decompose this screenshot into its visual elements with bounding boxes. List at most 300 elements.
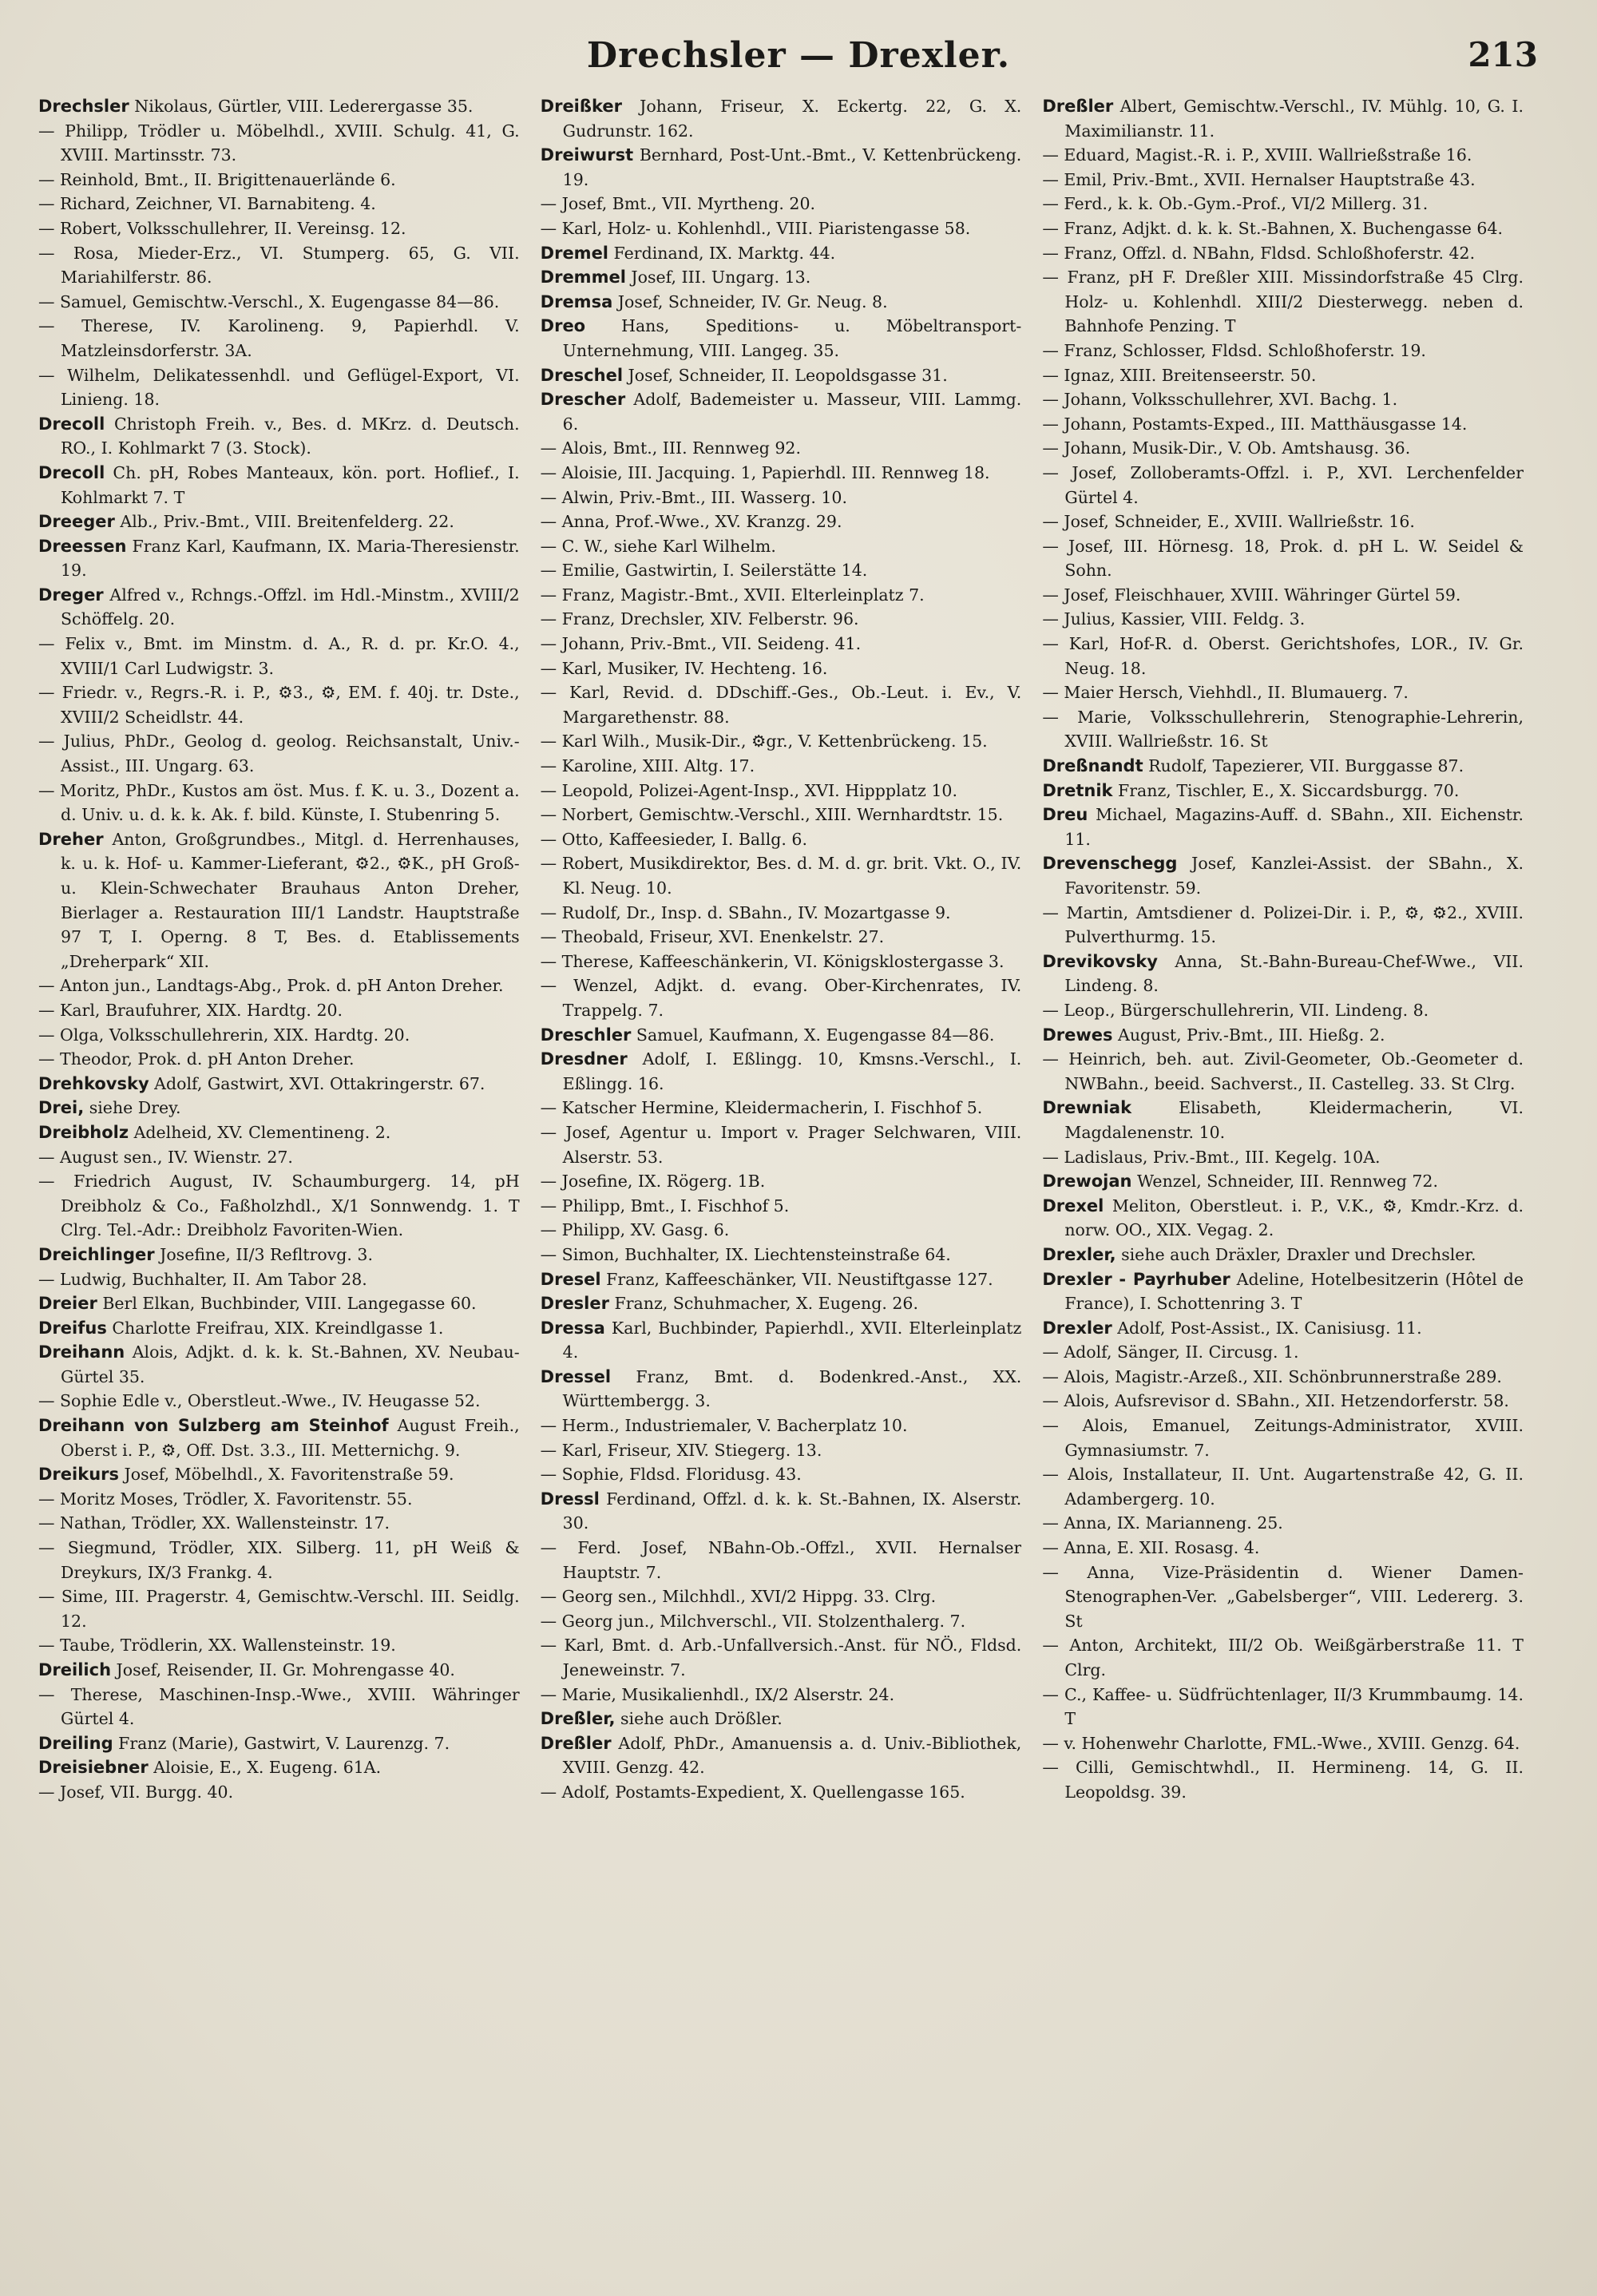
entry-text: — Franz, Schlosser, Fldsd. Schloßhoferstr. 19. bbox=[1042, 340, 1426, 360]
directory-entry bbox=[38, 1072, 520, 1096]
entry-surname: Drewojan bbox=[1042, 1172, 1132, 1192]
directory-entry bbox=[38, 534, 520, 583]
directory-entry bbox=[541, 290, 1022, 315]
directory-entry bbox=[38, 1584, 520, 1633]
entry-text: — Robert, Musikdirektor, Bes. d. M. d. gr. brit. Vkt. O., IV. Kl. Neug. 10. bbox=[540, 854, 1022, 898]
directory-entry bbox=[38, 412, 520, 461]
entry-surname: Dreisiebner bbox=[38, 1758, 149, 1778]
directory-entry bbox=[38, 192, 520, 216]
entry-surname: Drechsler bbox=[38, 97, 129, 116]
page-header bbox=[48, 29, 1549, 93]
directory-entry bbox=[38, 1536, 520, 1584]
directory-entry bbox=[1042, 1267, 1524, 1316]
entry-text: Adolf, Post-Assist., IX. Canisiusg. 11. bbox=[1112, 1318, 1422, 1338]
directory-entry bbox=[1042, 1243, 1524, 1267]
directory-entry bbox=[541, 216, 1022, 241]
entry-text: Berl Elkan, Buchbinder, VIII. Langegasse 60. bbox=[97, 1294, 477, 1314]
directory-entry bbox=[1042, 387, 1524, 412]
directory-entry bbox=[1042, 534, 1524, 583]
directory-entry bbox=[541, 1707, 1022, 1731]
entry-text: — Karl, Friseur, XIV. Stiegerg. 13. bbox=[540, 1440, 822, 1460]
entry-surname: Drescher bbox=[540, 390, 626, 410]
directory-entry bbox=[541, 1536, 1022, 1584]
directory-entry bbox=[541, 94, 1022, 143]
entry-surname: Dreschler bbox=[540, 1025, 632, 1045]
directory-entry bbox=[541, 1462, 1022, 1487]
entry-text: — Emilie, Gastwirtin, I. Seilerstätte 14. bbox=[540, 561, 868, 581]
entry-text: — Therese, Kaffeeschänkerin, VI. Königsklostergasse 3. bbox=[540, 951, 1005, 971]
directory-entry bbox=[541, 314, 1022, 363]
entry-text: — Ladislaus, Priv.-Bmt., III. Kegelg. 10A. bbox=[1042, 1147, 1381, 1167]
entry-text: — Reinhold, Bmt., II. Brigittenauerlände 6. bbox=[38, 169, 396, 189]
entry-text: — Richard, Zeichner, VI. Barnabiteng. 4. bbox=[38, 194, 376, 214]
directory-entry bbox=[1042, 754, 1524, 779]
entry-surname: Drei, bbox=[38, 1098, 85, 1118]
entry-surname: Drecoll bbox=[38, 462, 105, 482]
entry-text: — Norbert, Gemischtw.-Verschl., XIII. Wernhardtstr. 15. bbox=[540, 805, 1004, 825]
directory-entry bbox=[1042, 779, 1524, 803]
entry-text: Franz (Marie), Gastwirt, V. Laurenzg. 7. bbox=[113, 1733, 450, 1753]
directory-entry bbox=[1042, 851, 1524, 900]
directory-columns bbox=[38, 94, 1524, 2274]
directory-entry bbox=[1042, 1683, 1524, 1731]
entry-text: — Leopold, Polizei-Agent-Insp., XVI. Hippplatz 10. bbox=[540, 780, 957, 800]
directory-entry bbox=[541, 1096, 1022, 1120]
directory-entry bbox=[38, 1291, 520, 1316]
entry-text: — Robert, Volksschullehrer, II. Vereinsg. 12. bbox=[38, 218, 406, 238]
entry-text: Michael, Magazins-Auff. d. SBahn., XII. Eichenstr. 11. bbox=[1064, 805, 1524, 849]
column-3 bbox=[1042, 94, 1524, 2274]
entry-text: Anna, St.-Bahn-Bureau-Chef-Wwe., VII. Lindeng. 8. bbox=[1064, 951, 1524, 996]
entry-text: Franz, Bmt. d. Bodenkred.-Anst., XX. Württembergg. 3. bbox=[562, 1366, 1022, 1411]
entry-surname: Dreher bbox=[38, 829, 104, 849]
directory-entry bbox=[541, 486, 1022, 510]
directory-entry bbox=[1042, 1633, 1524, 1682]
directory-entry bbox=[541, 436, 1022, 461]
entry-text: — Josef, Bmt., VII. Myrtheng. 20. bbox=[540, 194, 816, 214]
entry-text: — Emil, Priv.-Bmt., XVII. Hernalser Hauptstraße 43. bbox=[1042, 169, 1476, 189]
entry-text: Josefine, II/3 Refltrovg. 3. bbox=[154, 1244, 373, 1264]
entry-text: — Cilli, Gemischtwhdl., II. Hermineng. 14, G. II. Leopoldsg. 39. bbox=[1042, 1758, 1524, 1802]
entry-text: — Sime, III. Pragerstr. 4, Gemischtw.-Verschl. III. Seidlg. 12. bbox=[38, 1587, 520, 1631]
entry-text: — Ignaz, XIII. Breitenseerstr. 50. bbox=[1042, 365, 1317, 385]
directory-entry bbox=[541, 1683, 1022, 1707]
entry-surname: Drexler - Payrhuber bbox=[1042, 1269, 1230, 1289]
entry-text: — Marie, Volksschullehrerin, Stenographie-Lehrerin, XVIII. Wallrießstr. 16. St bbox=[1042, 707, 1524, 751]
directory-entry bbox=[541, 534, 1022, 559]
directory-entry bbox=[38, 1145, 520, 1170]
directory-entry bbox=[38, 680, 520, 729]
entry-text: Anton, Großgrundbes., Mitgl. d. Herrenhauses, k. u. k. Hof- u. Kammer-Lieferant, ⚙2., ⚙K., pH Groß- u. Klein-Schwechater Brauhaus Anton Dreher, Bierlager a. Restauration III/1 Landstr. Hauptstraße 97 T, I. Operng. 8 T, Bes. d. Etablissements „Dreherpark“ XII. bbox=[61, 829, 520, 971]
directory-entry bbox=[541, 925, 1022, 950]
directory-entry bbox=[541, 632, 1022, 656]
directory-entry bbox=[541, 901, 1022, 926]
directory-entry bbox=[38, 1316, 520, 1341]
entry-text: — Josef, III. Hörnesg. 18, Prok. d. pH L. W. Seidel & Sohn. bbox=[1042, 536, 1524, 581]
entry-text: — Philipp, Trödler u. Möbelhdl., XVIII. Schulg. 41, G. XVIII. Martinsstr. 73. bbox=[38, 121, 520, 165]
entry-text: Franz, Schuhmacher, X. Eugeng. 26. bbox=[608, 1294, 918, 1314]
directory-entry bbox=[38, 1780, 520, 1805]
entry-text: — Alwin, Priv.-Bmt., III. Wasserg. 10. bbox=[540, 487, 847, 507]
entry-text: — Franz, Drechsler, XIV. Felberstr. 96. bbox=[540, 609, 859, 629]
entry-text: — Leop., Bürgerschullehrerin, VII. Lindeng. 8. bbox=[1042, 1000, 1429, 1020]
directory-entry bbox=[1042, 803, 1524, 851]
directory-entry bbox=[38, 1096, 520, 1120]
entry-text: Aloisie, E., X. Eugeng. 61A. bbox=[148, 1758, 382, 1778]
directory-entry bbox=[541, 1047, 1022, 1096]
entry-text: — Karl, Revid. d. DDschiff.-Ges., Ob.-Leut. i. Ev., V. Margarethenstr. 88. bbox=[540, 683, 1022, 727]
directory-entry bbox=[1042, 901, 1524, 950]
entry-surname: Dreichlinger bbox=[38, 1244, 155, 1264]
directory-entry bbox=[1042, 1389, 1524, 1414]
directory-entry bbox=[1042, 1340, 1524, 1365]
entry-text: Meliton, Oberstleut. i. P., V.K., ⚙, Kmdr.-Krz. d. norw. OO., XIX. Vegag. 2. bbox=[1064, 1196, 1524, 1240]
directory-entry bbox=[38, 94, 520, 119]
entry-text: — Alois, Aufsrevisor d. SBahn., XII. Hetzendorferstr. 58. bbox=[1042, 1391, 1509, 1411]
directory-entry bbox=[541, 1243, 1022, 1267]
entry-text: — C. W., siehe Karl Wilhelm. bbox=[540, 536, 776, 556]
entry-text: Adelheid, XV. Clementineng. 2. bbox=[129, 1122, 391, 1142]
entry-surname: Dreßler, bbox=[540, 1709, 616, 1729]
directory-entry bbox=[38, 1267, 520, 1292]
directory-entry bbox=[38, 632, 520, 680]
directory-entry bbox=[38, 827, 520, 974]
directory-entry bbox=[1042, 1755, 1524, 1804]
entry-text: — Anton, Architekt, III/2 Ob. Weißgärberstraße 11. T Clrg. bbox=[1042, 1636, 1524, 1679]
directory-entry bbox=[1042, 632, 1524, 680]
entry-text: — Rudolf, Dr., Insp. d. SBahn., IV. Mozartgasse 9. bbox=[540, 902, 951, 922]
entry-text: — Franz, pH F. Dreßler XIII. Missindorfstraße 45 Clrg. Holz- u. Kohlenhdl. XIII/2 Diesterwegg. neben d. Bahnhofe Penzing. T bbox=[1042, 268, 1524, 336]
directory-entry bbox=[541, 827, 1022, 852]
entry-text: — Josefine, IX. Rögerg. 1B. bbox=[540, 1172, 766, 1192]
directory-entry bbox=[38, 1340, 520, 1389]
entry-text: — Samuel, Gemischtw.-Verschl., X. Eugengasse 84—86. bbox=[38, 291, 500, 311]
entry-text: — Adolf, Postamts-Expedient, X. Quellengasse 165. bbox=[540, 1782, 965, 1802]
entry-text: Ferdinand, Offzl. d. k. k. St.-Bahnen, IX. Alserstr. 30. bbox=[562, 1489, 1022, 1533]
directory-entry bbox=[38, 1658, 520, 1683]
entry-text: — Karl, Holz- u. Kohlenhdl., VIII. Piaristengasse 58. bbox=[540, 218, 971, 238]
entry-surname: Dreibholz bbox=[38, 1122, 129, 1142]
entry-text: — Rosa, Mieder-Erz., VI. Stumperg. 65, G. VII. Mariahilferstr. 86. bbox=[38, 243, 520, 287]
entry-surname: Dreßler bbox=[540, 1733, 612, 1753]
directory-entry bbox=[541, 241, 1022, 266]
entry-surname: Dreschel bbox=[540, 365, 624, 385]
directory-entry bbox=[38, 974, 520, 998]
entry-text: — Alois, Emanuel, Zeitungs-Administrator, XVIII. Gymnasiumstr. 7. bbox=[1042, 1416, 1524, 1460]
entry-surname: Dreßnandt bbox=[1042, 756, 1143, 776]
directory-entry bbox=[541, 754, 1022, 779]
entry-text: — Anna, Prof.-Wwe., XV. Kranzg. 29. bbox=[540, 512, 842, 532]
entry-surname: Drevenschegg bbox=[1042, 854, 1178, 874]
entry-text: — Eduard, Magist.-R. i. P., XVIII. Wallrießstraße 16. bbox=[1042, 145, 1472, 165]
entry-text: — Ferd. Josef, NBahn-Ob.-Offzl., XVII. Hernalser Hauptstr. 7. bbox=[540, 1538, 1022, 1582]
entry-text: — Josef, VII. Burgg. 40. bbox=[38, 1782, 234, 1802]
entry-text: August, Priv.-Bmt., III. Hießg. 2. bbox=[1112, 1025, 1385, 1045]
entry-text: — Felix v., Bmt. im Minstm. d. A., R. d. pr. Kr.O. 4., XVIII/1 Carl Ludwigstr. 3. bbox=[38, 634, 520, 678]
entry-surname: Dreiling bbox=[38, 1733, 113, 1753]
entry-text: — Karl, Musiker, IV. Hechteng. 16. bbox=[540, 658, 828, 678]
directory-entry bbox=[541, 851, 1022, 900]
entry-text: — Heinrich, beh. aut. Zivil-Geometer, Ob.-Geometer d. NWBahn., beeid. Sachverst., II. Castelleg. 33. St Clrg. bbox=[1042, 1049, 1524, 1093]
entry-surname: Dreo bbox=[540, 316, 586, 336]
directory-entry bbox=[38, 1633, 520, 1658]
entry-text: — Friedrich August, IV. Schaumburgerg. 14, pH Dreibholz & Co., Faßholzhdl., X/1 Sonnwendg. 1. T Clrg. Tel.-Adr.: Dreibholz Favoriten-Wien. bbox=[38, 1172, 520, 1240]
directory-entry bbox=[38, 290, 520, 315]
entry-text: — Alois, Magistr.-Arzeß., XII. Schönbrunnerstraße 289. bbox=[1042, 1366, 1502, 1386]
directory-entry bbox=[541, 1731, 1022, 1780]
directory-entry bbox=[541, 1584, 1022, 1609]
entry-surname: Dressa bbox=[540, 1318, 605, 1338]
directory-entry bbox=[1042, 436, 1524, 461]
entry-surname: Dreihann von Sulzberg am Steinhof bbox=[38, 1416, 389, 1436]
directory-entry bbox=[1042, 607, 1524, 632]
entry-text: Alb., Priv.-Bmt., VIII. Breitenfelderg. 22. bbox=[114, 512, 454, 532]
entry-text: Josef, Schneider, II. Leopoldsgasse 31. bbox=[623, 365, 948, 385]
entry-text: — Johann, Volksschullehrer, XVI. Bachg. 1. bbox=[1042, 390, 1398, 410]
directory-entry bbox=[38, 1731, 520, 1756]
directory-entry bbox=[38, 1462, 520, 1487]
entry-text: — Sophie, Fldsd. Floridusg. 43. bbox=[540, 1465, 802, 1485]
entry-text: — Siegmund, Trödler, XIX. Silberg. 11, pH Weiß & Dreykurs, IX/3 Frankg. 4. bbox=[38, 1538, 520, 1582]
entry-surname: Dreiwurst bbox=[540, 145, 634, 165]
directory-entry bbox=[38, 461, 520, 510]
directory-entry bbox=[541, 950, 1022, 974]
directory-entry bbox=[1042, 583, 1524, 608]
directory-entry bbox=[541, 779, 1022, 803]
directory-entry bbox=[1042, 363, 1524, 388]
entry-surname: Dreilich bbox=[38, 1660, 112, 1679]
directory-entry bbox=[1042, 412, 1524, 437]
entry-surname: Dresel bbox=[540, 1269, 601, 1289]
directory-entry bbox=[1042, 950, 1524, 998]
entry-text: — Ludwig, Buchhalter, II. Am Tabor 28. bbox=[38, 1269, 367, 1289]
entry-text: Alois, Adjkt. d. k. k. St.-Bahnen, XV. Neubau-Gürtel 35. bbox=[61, 1342, 520, 1386]
entry-text: Josef, Schneider, IV. Gr. Neug. 8. bbox=[612, 291, 888, 311]
entry-text: — Anton jun., Landtags-Abg., Prok. d. pH Anton Dreher. bbox=[38, 976, 504, 996]
directory-entry bbox=[38, 363, 520, 412]
directory-entry bbox=[541, 974, 1022, 1022]
entry-surname: Dresler bbox=[540, 1294, 609, 1314]
directory-entry bbox=[541, 583, 1022, 608]
directory-entry bbox=[1042, 1511, 1524, 1536]
entry-text: — Johann, Priv.-Bmt., VII. Seideng. 41. bbox=[540, 634, 862, 654]
directory-entry bbox=[541, 1365, 1022, 1414]
entry-text: — Georg jun., Milchverschl., VII. Stolzenthalerg. 7. bbox=[540, 1611, 966, 1631]
directory-entry bbox=[541, 1267, 1022, 1292]
directory-entry bbox=[541, 607, 1022, 632]
directory-entry bbox=[1042, 339, 1524, 363]
entry-text: — Nathan, Trödler, XX. Wallensteinstr. 17. bbox=[38, 1513, 390, 1533]
directory-entry bbox=[541, 1316, 1022, 1365]
entry-text: Samuel, Kaufmann, X. Eugengasse 84—86. bbox=[631, 1025, 995, 1045]
entry-text: — Franz, Magistr.-Bmt., XVII. Elterleinplatz 7. bbox=[540, 585, 925, 605]
entry-text: Josef, III. Ungarg. 13. bbox=[625, 268, 811, 287]
entry-text: Hans, Speditions- u. Möbeltransport-Unternehmung, VIII. Langeg. 35. bbox=[562, 316, 1022, 360]
directory-entry bbox=[38, 998, 520, 1023]
directory-entry bbox=[1042, 168, 1524, 192]
directory-entry bbox=[38, 1120, 520, 1145]
entry-text: — Friedr. v., Regrs.-R. i. P., ⚙3., ⚙, EM. f. 40j. tr. Dste., XVIII/2 Scheidlstr. 44. bbox=[38, 683, 520, 727]
entry-text: — Alois, Bmt., III. Rennweg 92. bbox=[540, 438, 801, 458]
directory-entry bbox=[541, 387, 1022, 436]
directory-entry bbox=[38, 168, 520, 192]
directory-entry bbox=[1042, 1414, 1524, 1462]
entry-text: Karl, Buchbinder, Papierhdl., XVII. Elterleinplatz 4. bbox=[562, 1318, 1022, 1362]
directory-entry bbox=[38, 510, 520, 534]
directory-entry bbox=[541, 461, 1022, 486]
entry-text: — Anna, E. XII. Rosasg. 4. bbox=[1042, 1538, 1260, 1558]
entry-text: — Adolf, Sänger, II. Circusg. 1. bbox=[1042, 1342, 1299, 1362]
entry-text: — Therese, Maschinen-Insp.-Wwe., XVIII. Währinger Gürtel 4. bbox=[38, 1684, 520, 1729]
directory-entry bbox=[1042, 461, 1524, 510]
directory-entry bbox=[38, 241, 520, 290]
entry-text: Johann, Friseur, X. Eckertg. 22, G. X. Gudrunstr. 162. bbox=[562, 97, 1022, 141]
entry-text: — Josef, Schneider, E., XVIII. Wallrießstr. 16. bbox=[1042, 512, 1415, 532]
entry-text: — Theobald, Friseur, XVI. Enenkelstr. 27. bbox=[540, 927, 885, 947]
entry-surname: Dremmel bbox=[540, 268, 626, 287]
directory-entry bbox=[1042, 216, 1524, 241]
directory-entry bbox=[541, 265, 1022, 290]
entry-text: — Herm., Industriemaler, V. Bacherplatz 10. bbox=[540, 1416, 908, 1436]
entry-text: — Julius, PhDr., Geolog d. geolog. Reichsanstalt, Univ.-Assist., III. Ungarg. 63. bbox=[38, 732, 520, 776]
directory-entry bbox=[1042, 1194, 1524, 1243]
entry-text: Franz, Tischler, E., X. Siccardsburgg. 70. bbox=[1112, 780, 1460, 800]
entry-text: — Aloisie, III. Jacquing. 1, Papierhdl. III. Rennweg 18. bbox=[540, 462, 990, 482]
entry-text: — Karoline, XIII. Altg. 17. bbox=[540, 756, 755, 776]
directory-entry bbox=[541, 1023, 1022, 1048]
directory-entry bbox=[541, 1169, 1022, 1194]
entry-surname: Dressl bbox=[540, 1489, 600, 1509]
entry-text: — Josef, Agentur u. Import v. Prager Selchwaren, VIII. Alserstr. 53. bbox=[540, 1122, 1022, 1167]
entry-text: — Ferd., k. k. Ob.-Gym.-Prof., VI/2 Millerg. 31. bbox=[1042, 194, 1429, 214]
directory-entry bbox=[541, 192, 1022, 216]
entry-text: — Philipp, Bmt., I. Fischhof 5. bbox=[540, 1196, 790, 1215]
entry-surname: Dreikurs bbox=[38, 1465, 120, 1485]
entry-text: August Freih., Oberst i. P., ⚙, Off. Dst. 3.3., III. Metternichg. 9. bbox=[61, 1416, 520, 1460]
entry-text: Wenzel, Schneider, III. Rennweg 72. bbox=[1131, 1172, 1438, 1192]
entry-surname: Drevikovsky bbox=[1042, 951, 1158, 971]
entry-text: Josef, Möbelhdl., X. Favoritenstraße 59. bbox=[119, 1465, 454, 1485]
directory-entry bbox=[1042, 94, 1524, 143]
entry-text: — Josef, Zolloberamts-Offzl. i. P., XVI. Lerchenfelder Gürtel 4. bbox=[1042, 462, 1524, 507]
page-number: 213 bbox=[1468, 35, 1538, 74]
entry-text: — Otto, Kaffeesieder, I. Ballg. 6. bbox=[540, 829, 807, 849]
directory-entry bbox=[541, 729, 1022, 754]
entry-text: Adolf, Gastwirt, XVI. Ottakringerstr. 67. bbox=[149, 1073, 485, 1093]
entry-text: — Taube, Trödlerin, XX. Wallensteinstr. 19. bbox=[38, 1636, 396, 1656]
entry-text: — v. Hohenwehr Charlotte, FML.-Wwe., XVIII. Genzg. 64. bbox=[1042, 1733, 1520, 1753]
entry-text: — Olga, Volksschullehrerin, XIX. Hardtg. 20. bbox=[38, 1025, 410, 1045]
entry-text: Ch. pH, Robes Manteaux, kön. port. Hoflief., I. Kohlmarkt 7. T bbox=[61, 462, 520, 507]
directory-entry bbox=[38, 583, 520, 632]
directory-entry bbox=[541, 1218, 1022, 1243]
entry-text: Josef, Kanzlei-Assist. der SBahn., X. Favoritenstr. 59. bbox=[1064, 854, 1524, 898]
directory-entry bbox=[541, 1633, 1022, 1682]
entry-text: Franz Karl, Kaufmann, IX. Maria-Theresienstr. 19. bbox=[61, 536, 520, 581]
entry-surname: Dremsa bbox=[540, 291, 613, 311]
directory-entry bbox=[541, 1291, 1022, 1316]
directory-entry bbox=[1042, 998, 1524, 1023]
entry-surname: Dreißker bbox=[540, 97, 622, 116]
entry-surname: Dressel bbox=[540, 1366, 612, 1386]
entry-surname: Dreeger bbox=[38, 512, 115, 532]
entry-surname: Drecoll bbox=[38, 414, 105, 434]
entry-text: — Karl, Braufuhrer, XIX. Hardtg. 20. bbox=[38, 1000, 343, 1020]
directory-entry bbox=[1042, 143, 1524, 168]
entry-surname: Dreger bbox=[38, 585, 104, 605]
entry-text: — Anna, IX. Marianneng. 25. bbox=[1042, 1513, 1283, 1533]
directory-entry bbox=[38, 1023, 520, 1048]
entry-text: — Maier Hersch, Viehhdl., II. Blumauerg. 7. bbox=[1042, 683, 1409, 703]
directory-entry bbox=[38, 1683, 520, 1731]
entry-text: Adolf, Bademeister u. Masseur, VIII. Lammg. 6. bbox=[562, 390, 1022, 434]
entry-surname: Dreihann bbox=[38, 1342, 125, 1362]
directory-entry bbox=[38, 1755, 520, 1780]
directory-entry bbox=[541, 363, 1022, 388]
directory-entry bbox=[1042, 705, 1524, 754]
directory-entry bbox=[1042, 1169, 1524, 1194]
directory-entry bbox=[541, 1120, 1022, 1169]
entry-surname: Dreessen bbox=[38, 536, 127, 556]
entry-text: — Sophie Edle v., Oberstleut.-Wwe., IV. Heugasse 52. bbox=[38, 1391, 481, 1411]
entry-text: Rudolf, Tapezierer, VII. Burggasse 87. bbox=[1143, 756, 1464, 776]
entry-text: — Johann, Musik-Dir., V. Ob. Amtshausg. 36. bbox=[1042, 438, 1411, 458]
entry-text: — Georg sen., Milchhdl., XVI/2 Hippg. 33. Clrg. bbox=[540, 1587, 937, 1607]
entry-text: Albert, Gemischtw.-Verschl., IV. Mühlg. 10, G. I. Maximilianstr. 11. bbox=[1064, 97, 1524, 141]
entry-text: siehe Drey. bbox=[84, 1098, 181, 1118]
entry-text: — Moritz Moses, Trödler, X. Favoritenstr. 55. bbox=[38, 1489, 413, 1509]
entry-surname: Drehkovsky bbox=[38, 1073, 149, 1093]
directory-entry bbox=[541, 1414, 1022, 1438]
entry-text: — Philipp, XV. Gasg. 6. bbox=[540, 1220, 730, 1240]
entry-surname: Dretnik bbox=[1042, 780, 1113, 800]
entry-text: — Therese, IV. Karolineng. 9, Papierhdl. V. Matzleinsdorferstr. 3A. bbox=[38, 316, 520, 360]
entry-text: — Katscher Hermine, Kleidermacherin, I. Fischhof 5. bbox=[540, 1098, 983, 1118]
entry-text: Charlotte Freifrau, XIX. Kreindlgasse 1. bbox=[106, 1318, 444, 1338]
entry-surname: Drexler, bbox=[1042, 1244, 1116, 1264]
entry-text: — Franz, Adjkt. d. k. k. St.-Bahnen, X. Buchengasse 64. bbox=[1042, 218, 1504, 238]
directory-entry bbox=[541, 1780, 1022, 1805]
entry-text: — Karl, Bmt. d. Arb.-Unfallversich.-Anst. für NÖ., Fldsd. Jeneweinstr. 7. bbox=[540, 1636, 1022, 1679]
directory-entry bbox=[541, 1609, 1022, 1634]
entry-surname: Drewes bbox=[1042, 1025, 1113, 1045]
directory-entry bbox=[38, 1243, 520, 1267]
entry-text: — Moritz, PhDr., Kustos am öst. Mus. f. K. u. 3., Dozent a. d. Univ. u. d. k. k. Ak. f. bild. Künste, I. Stubenring 5. bbox=[38, 780, 520, 825]
entry-text: Bernhard, Post-Unt.-Bmt., V. Kettenbrückeng. 19. bbox=[562, 145, 1022, 189]
directory-entry bbox=[1042, 1731, 1524, 1756]
entry-text: — Simon, Buchhalter, IX. Liechtensteinstraße 64. bbox=[540, 1244, 951, 1264]
entry-text: — August sen., IV. Wienstr. 27. bbox=[38, 1147, 293, 1167]
directory-entry bbox=[1042, 265, 1524, 339]
entry-surname: Dreßler bbox=[1042, 97, 1114, 116]
directory-entry bbox=[541, 1194, 1022, 1219]
entry-text: — Marie, Musikalienhdl., IX/2 Alserstr. 24. bbox=[540, 1684, 895, 1704]
directory-entry bbox=[1042, 1536, 1524, 1560]
directory-entry bbox=[38, 1169, 520, 1243]
entry-text: Adolf, I. Eßlingg. 10, Kmsns.-Verschl., I. Eßlingg. 16. bbox=[562, 1049, 1022, 1093]
directory-entry bbox=[38, 1389, 520, 1414]
column-2 bbox=[541, 94, 1022, 2274]
directory-entry bbox=[38, 1487, 520, 1512]
entry-text: — Josef, Fleischhauer, XVIII. Währinger Gürtel 59. bbox=[1042, 585, 1461, 605]
entry-text: Nikolaus, Gürtler, VIII. Lederergasse 35. bbox=[129, 97, 474, 116]
entry-text: — Karl Wilh., Musik-Dir., ⚙gr., V. Kettenbrückeng. 15. bbox=[540, 732, 988, 751]
directory-entry bbox=[38, 779, 520, 827]
directory-entry bbox=[1042, 1145, 1524, 1170]
entry-text: Christoph Freih. v., Bes. d. MKrz. d. Deutsch. RO., I. Kohlmarkt 7 (3. Stock). bbox=[61, 414, 520, 458]
directory-entry bbox=[38, 216, 520, 241]
entry-text: — C., Kaffee- u. Südfrüchtenlager, II/3 Krummbaumg. 14. T bbox=[1042, 1684, 1524, 1729]
